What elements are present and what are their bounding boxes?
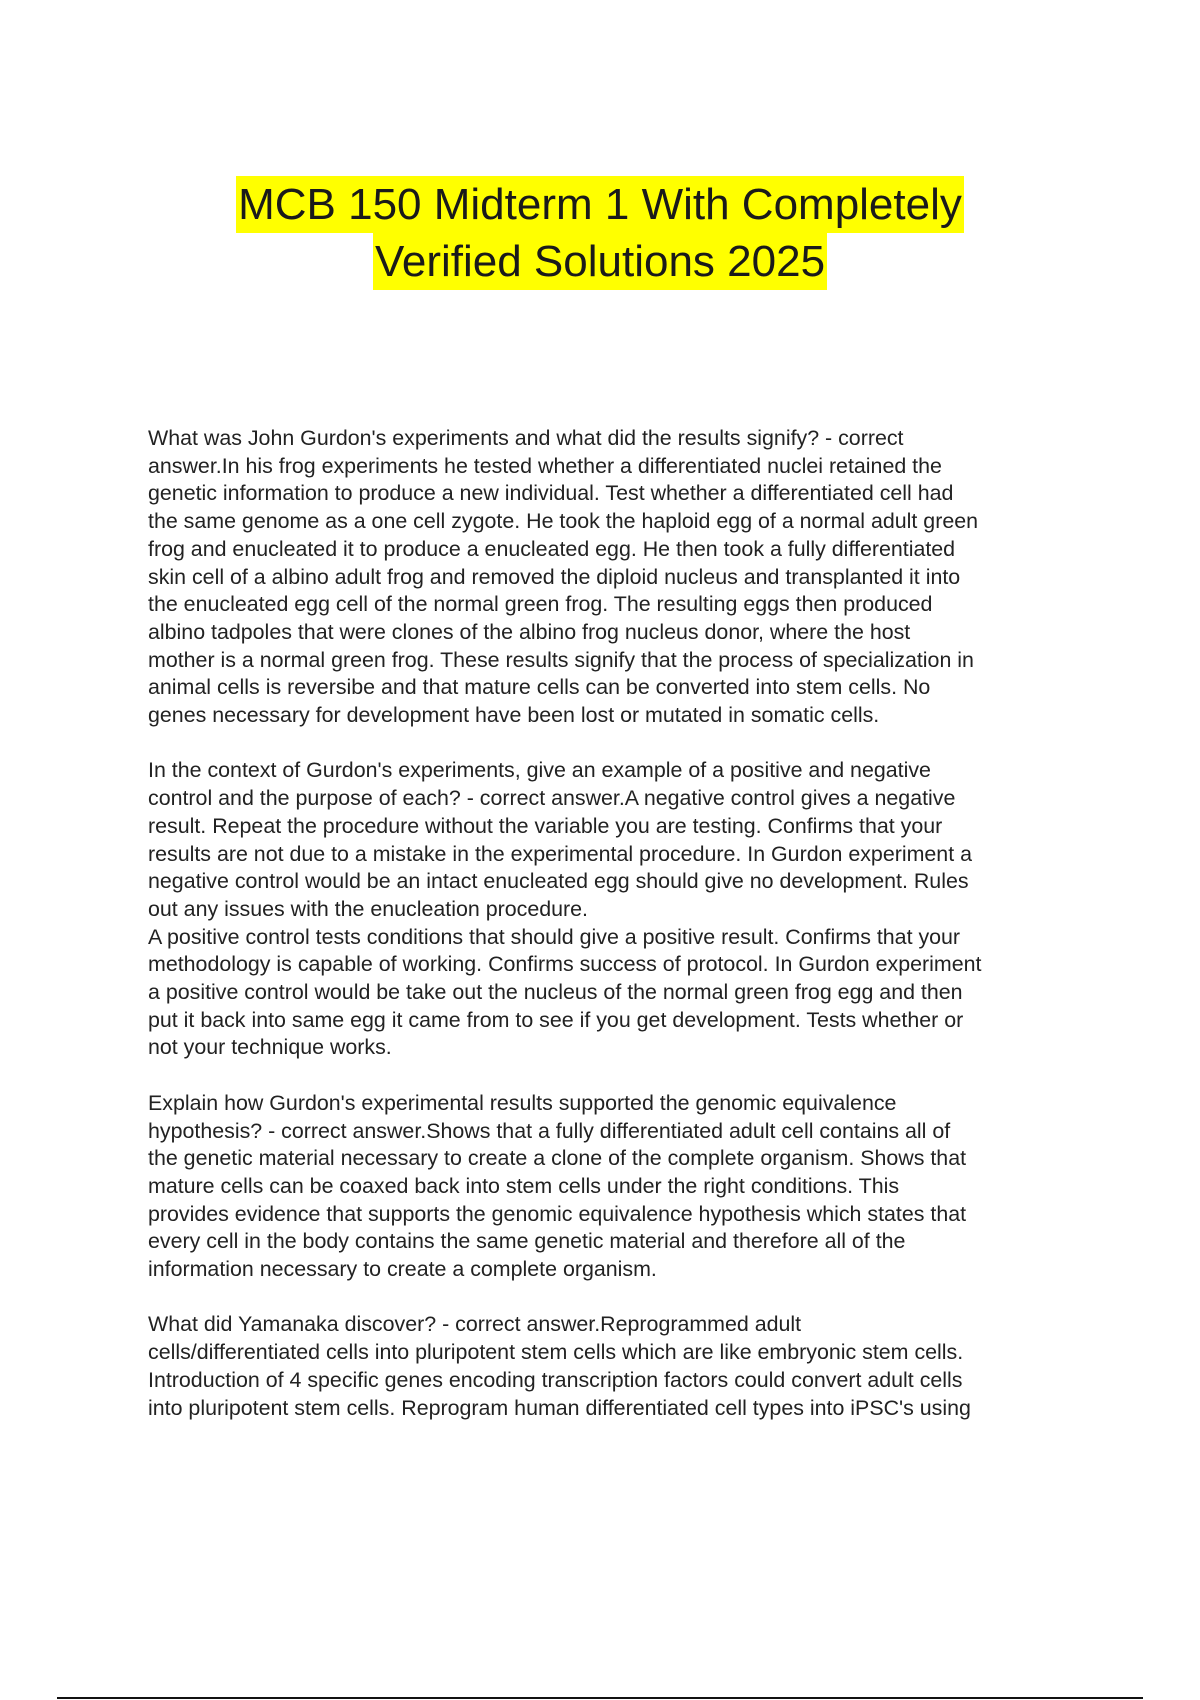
document-title	[0, 176, 1200, 290]
text-line: not your technique works.	[148, 1035, 392, 1060]
text-line: skin cell of a albino adult frog and removed the diploid nucleus and transplanted it into	[148, 564, 961, 589]
text-line: answer.In his frog experiments he tested whether a differentiated nuclei retained the	[148, 453, 942, 478]
text-line: provides evidence that supports the genomic equivalence hypothesis which states that	[148, 1201, 967, 1226]
text-line: results are not due to a mistake in the experimental procedure. In Gurdon experiment a	[148, 841, 972, 866]
text-line: negative control would be an intact enucleated egg should give no development. Rules	[148, 869, 969, 894]
text-line: frog and enucleated it to produce a enucleated egg. He then took a fully differentiated	[148, 536, 956, 561]
text-line: Explain how Gurdon's experimental results supported the genomic equivalence	[148, 1090, 897, 1115]
text-line: a positive control would be take out the nucleus of the normal green frog egg and then	[148, 980, 963, 1005]
text-line: genes necessary for development have been lost or mutated in somatic cells.	[148, 703, 880, 728]
text-line: put it back into same egg it came from to see if you get development. Tests whether or	[148, 1007, 964, 1032]
footer-divider	[57, 1697, 1143, 1699]
text-line: control and the purpose of each? - correct answer.A negative control gives a negative	[148, 786, 956, 811]
text-line: mature cells can be coaxed back into stem cells under the right conditions. This	[148, 1173, 900, 1198]
text-line: A positive control tests conditions that should give a positive result. Confirms that your	[148, 924, 961, 949]
qa-content	[148, 425, 1088, 1450]
qa-item-genomic-equivalence	[148, 1090, 1088, 1284]
qa-item-yamanaka	[148, 1311, 1088, 1422]
text-line: Introduction of 4 specific genes encoding transcription factors could convert adult cells	[148, 1367, 963, 1392]
text-line: What did Yamanaka discover? - correct answer.Reprogrammed adult	[148, 1312, 802, 1337]
text-line: the enucleated egg cell of the normal green frog. The resulting eggs then produced	[148, 592, 933, 617]
text-line: every cell in the body contains the same genetic material and therefore all of the	[148, 1229, 906, 1254]
text-line: into pluripotent stem cells. Reprogram human differentiated cell types into iPSC's using	[148, 1395, 971, 1420]
text-line: albino tadpoles that were clones of the albino frog nucleus donor, where the host	[148, 619, 911, 644]
text-line: genetic information to produce a new individual. Test whether a differentiated cell had	[148, 481, 954, 506]
text-line: animal cells is reversibe and that mature cells can be converted into stem cells. No	[148, 675, 931, 700]
text-line: information necessary to create a complete organism.	[148, 1257, 657, 1282]
text-line: result. Repeat the procedure without the variable you are testing. Confirms that your	[148, 813, 943, 838]
text-line: hypothesis? - correct answer.Shows that a fully differentiated adult cell contains all of	[148, 1118, 951, 1143]
text-line: out any issues with the enucleation procedure.	[148, 896, 588, 921]
qa-item-gurdon-experiments	[148, 425, 1088, 730]
text-line: What was John Gurdon's experiments and what did the results signify? - correct	[148, 426, 904, 450]
text-line: the genetic material necessary to create a clone of the complete organism. Shows that	[148, 1146, 967, 1171]
text-line: methodology is capable of working. Confirms success of protocol. In Gurdon experiment	[148, 952, 982, 977]
text-line: In the context of Gurdon's experiments, give an example of a positive and negative	[148, 758, 931, 783]
title-line-1: MCB 150 Midterm 1 With Completely	[236, 176, 964, 233]
text-line: the same genome as a one cell zygote. He took the haploid egg of a normal adult green	[148, 509, 979, 534]
title-line-2: Verified Solutions 2025	[373, 233, 827, 290]
text-line: mother is a normal green frog. These results signify that the process of specialization in	[148, 647, 974, 672]
text-line: cells/differentiated cells into pluripotent stem cells which are like embryonic stem cells.	[148, 1340, 964, 1365]
qa-item-controls	[148, 757, 1088, 1062]
